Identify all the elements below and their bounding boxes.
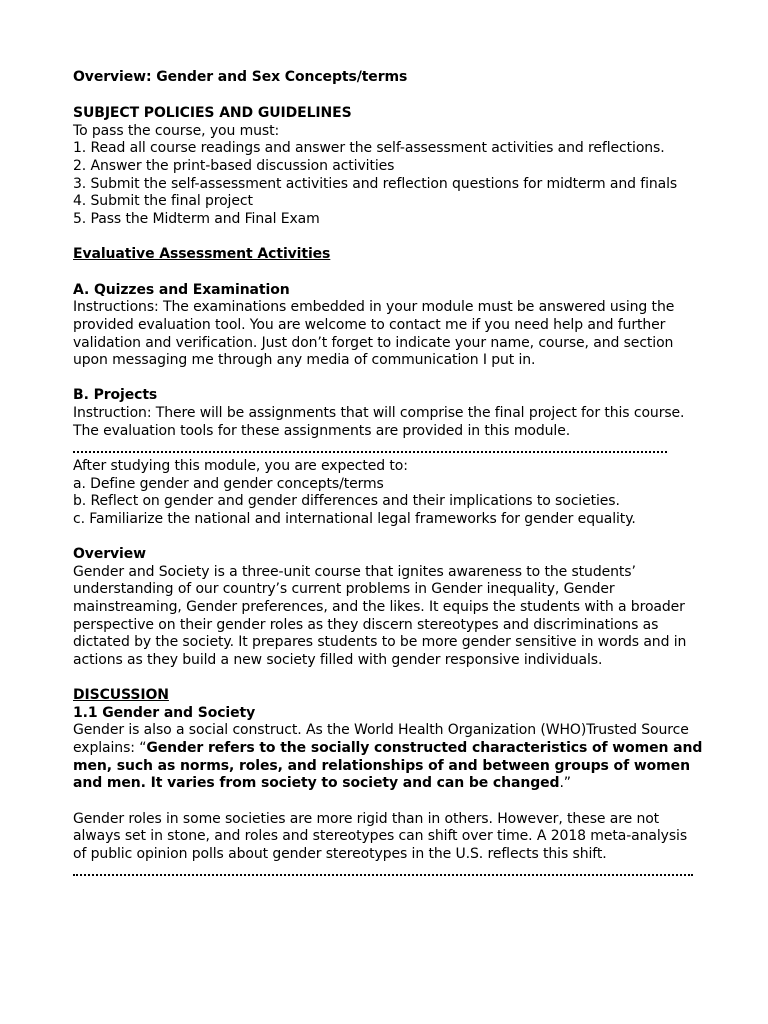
policies-intro: To pass the course, you must: xyxy=(73,123,280,139)
overview-text-line: mainstreaming, Gender preferences, and the likes. It equips the students with a broader xyxy=(73,599,685,615)
policy-item: 3. Submit the self-assessment activities and reflection questions for midterm and finals xyxy=(73,176,678,192)
policies-heading: SUBJECT POLICIES AND GUIDELINES xyxy=(73,105,352,121)
policy-item: 2. Answer the print-based discussion activities xyxy=(73,158,395,174)
overview-text-line: understanding of our country’s current problems in Gender inequality, Gender xyxy=(73,581,615,597)
discussion-quote-line xyxy=(73,739,702,757)
quote-close: .” xyxy=(559,775,571,791)
dotted-divider xyxy=(73,445,667,453)
quizzes-heading: A. Quizzes and Examination xyxy=(73,282,290,298)
policy-item: 4. Submit the final project xyxy=(73,193,253,209)
discussion-text-line: Gender is also a social construct. As the World Health Organization (WHO)Trusted Source xyxy=(73,722,689,738)
discussion-subheading: 1.1 Gender and Society xyxy=(73,705,256,721)
objective-item: a. Define gender and gender concepts/terms xyxy=(73,476,384,492)
overview-text-line: actions as they build a new society filled with gender responsive individuals. xyxy=(73,652,603,668)
quote-text: Gender refers to the socially constructed characteristics of women and xyxy=(146,740,703,756)
objective-item: c. Familiarize the national and international legal frameworks for gender equality. xyxy=(73,511,636,527)
discussion-text-line: always set in stone, and roles and stereotypes can shift over time. A 2018 meta-analysis xyxy=(73,828,688,844)
discussion-heading: DISCUSSION xyxy=(73,687,169,703)
overview-text-line: perspective on their gender roles as they discern stereotypes and discriminations as xyxy=(73,617,659,633)
quizzes-text-line: provided evaluation tool. You are welcome to contact me if you need help and further xyxy=(73,317,666,333)
projects-heading: B. Projects xyxy=(73,387,158,403)
dotted-divider xyxy=(73,868,693,876)
overview-text-line: dictated by the society. It prepares students to be more gender sensitive in words and in xyxy=(73,634,687,650)
document-title: Overview: Gender and Sex Concepts/terms xyxy=(73,69,408,85)
objective-item: b. Reflect on gender and gender differences and their implications to societies. xyxy=(73,493,620,509)
policy-item: 5. Pass the Midterm and Final Exam xyxy=(73,211,320,227)
quote-text: and men. It varies from society to society and can be changed xyxy=(73,775,560,791)
policy-item: 1. Read all course readings and answer the self-assessment activities and reflections. xyxy=(73,140,665,156)
quote-open: explains: “ xyxy=(73,740,147,756)
quizzes-text-line: validation and verification. Just don’t forget to indicate your name, course, and section xyxy=(73,335,674,351)
discussion-text-line: Gender roles in some societies are more rigid than in others. However, these are not xyxy=(73,811,660,827)
quizzes-text-line: Instructions: The examinations embedded in your module must be answered using the xyxy=(73,299,675,315)
overview-text-line: Gender and Society is a three-unit course that ignites awareness to the students’ xyxy=(73,564,636,580)
discussion-quote-line xyxy=(73,774,571,792)
quizzes-text-line: upon messaging me through any media of communication I put in. xyxy=(73,352,536,368)
quote-text: men, such as norms, roles, and relationships of and between groups of women xyxy=(73,758,690,774)
discussion-text-line: of public opinion polls about gender stereotypes in the U.S. reflects this shift. xyxy=(73,846,607,862)
projects-text-line: The evaluation tools for these assignments are provided in this module. xyxy=(73,423,571,439)
overview-heading: Overview xyxy=(73,546,146,562)
evaluative-heading: Evaluative Assessment Activities xyxy=(73,246,331,262)
objectives-intro: After studying this module, you are expected to: xyxy=(73,458,408,474)
projects-text-line: Instruction: There will be assignments that will comprise the final project for this course. xyxy=(73,405,685,421)
